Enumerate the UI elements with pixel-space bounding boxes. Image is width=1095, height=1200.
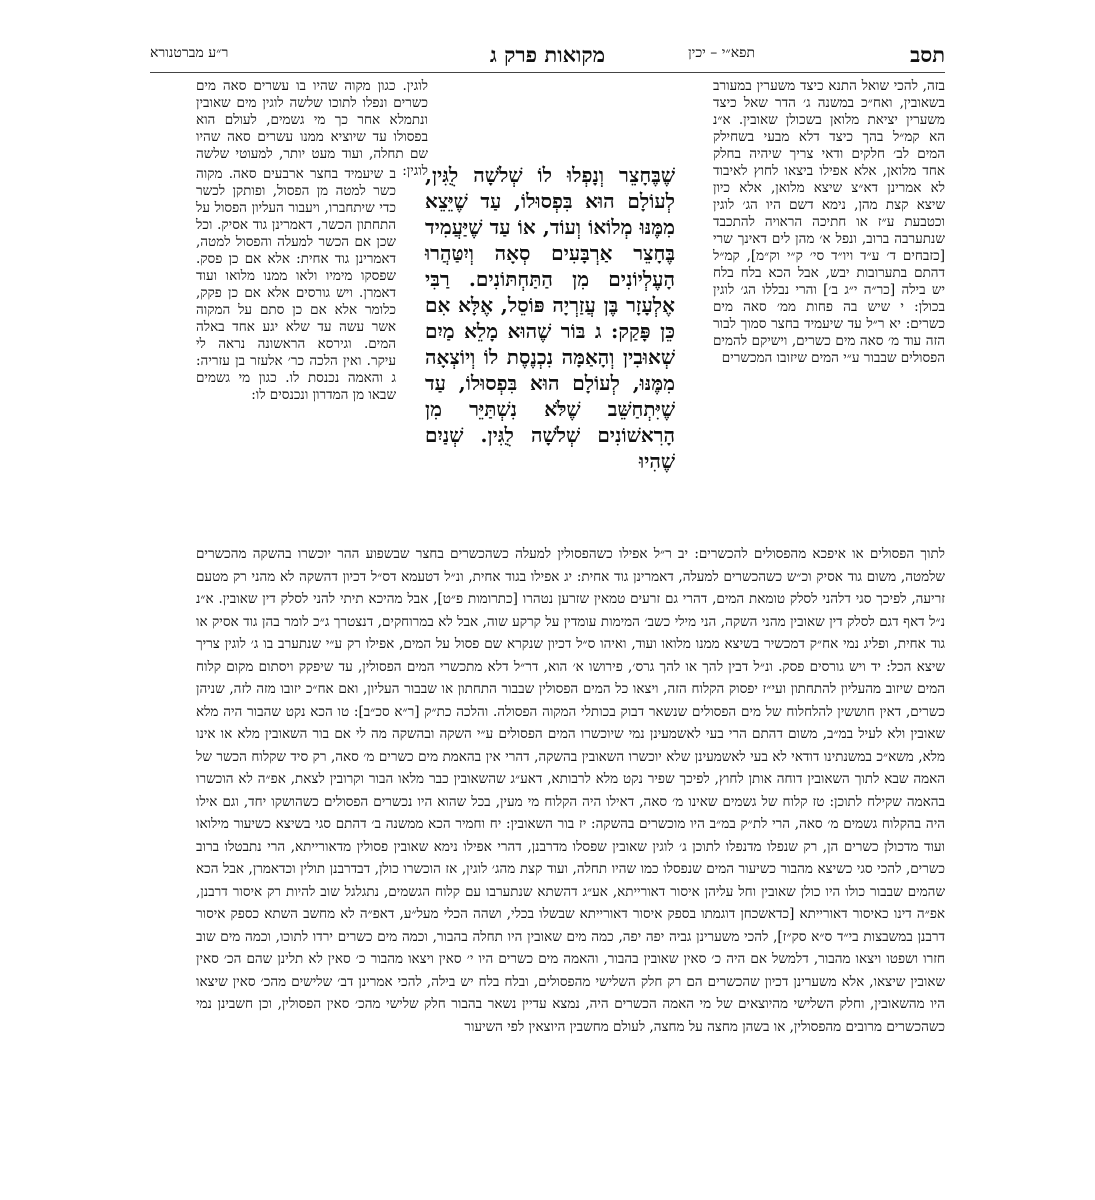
- bartenura-label: ר״ע מברטנורא: [150, 45, 229, 61]
- bartenura-commentary-top: לוגין. כגון מקוה שהיו בו עשרים סאה מים כשרים ונפלו לתוכו שלשה לוגין מים שאובין ונתמלא אחר כך מי גשמים, לעולם הוא בפסולו עד שיוציא ממנו עשרים סאה שהיו שם תחלה, ועוד מעט יותר, למעוטי שלשה לוגין:: [196, 78, 428, 179]
- tiferet-label: תפא״י – יכין: [688, 45, 755, 61]
- mishnah-text: שֶׁבֶּחָצֵר וְנָפְלוּ לוֹ שְׁלֹשָׁה לֻגִּין, לְעוֹלָם הוּא בִּפְסוּלוֹ, עַד שֶׁיֵּצֵא מִמֶּנּוּ מְלוֹאוֹ וְעוֹד, אוֹ עַד שֶׁיַּעֲמִיד בֶּחָצֵר אַרְבָּעִים סְאָה וְיִטַּהֲרוּ הָעֶלְיוֹנִים מִן הַתַּחְתּוֹנִים. רַבִּי אֶלְעָזָר בֶּן עֲזַרְיָה פּוֹסֵל, אֶלָּא אִם כֵּן פָּקַק: ג בּוֹר שֶׁהוּא מָלֵא מַיִם שְׁאוּבִין וְהָאַמָּה נִכְנֶסֶת לוֹ וְיוֹצְאָה מִמֶּנּוּ, לְעוֹלָם הוּא בִּפְסוּלוֹ, עַד שֶׁיִּתְחַשֵּׁב שֶׁלֹּא נִשְׁתַּיֵּר מִן הָרִאשׁוֹנִים שְׁלֹשָׁה לֻגִּין. שְׁנַיִם שֶׁהִיוּ: [425, 163, 675, 473]
- page-number: תסב: [910, 42, 945, 67]
- tiferet-commentary-bottom: לתוך הפסולים או איפכא מהפסולים להכשרים: יב ר״ל אפילו כשהפסולין למעלה כשהכשרים בחצר שבשפוע ההר יוכשרו בהשקה מהכשרים שלמטה, משום גוד אסיק וכ״ש כשהכשרים למעלה, דאמרינן גוד אחית: יג אפילו בגוד אחית, ונ״ל דטעמא דס״ל דכיון דהשקה לא מהני רק מטעם זריעה, לפיכך סגי דלהני לסלק טומאת המים, דהרי גם זרעים טמאין שזרען נטהרו [כתרומות פ״ט], אבל מהיכא תיתי להני לסלק דין שאובין. א״נ נ״ל דאף דגם לסלק דין שאובין מהני השקה, הני מילי כשב׳ המימות עומדין על קרקע שוה, אבל לא במרוחקים, דנצטרך ג״כ לומר בהן גוד אסיק או גוד אחית, ופליג נמי אח״ק דמכשיר בשיצא ממנו מלואו ועוד, ואיהו ס״ל דכיון שנקרא שם פסול על המים, אפילו רק ע״י שנתערב בו ג׳ לוגין צריך שיצא הכל: יד ויש גורסים פסק. ונ״ל דבין להך או להך גרס׳, פירושו א׳ הוא, דר״ל דלא מתכשרי המים הפסולין, עד שיפקק ויסתום מקום קלוח המים שיזוב מהעליון להתחתון ועי״ז יפסוק הקלוח הזה, ויצאו כל המים הפסולין שבבור התחתון או שבבור העליון, ואם אח״כ יזובו מזה לזה, שניהן כשרים, דאין חוששין להלחלוח של מים הפסולים שנשאר דבוק בכותלי המקוה הפסולה. והלכה כת״ק [ר״א סכ״ב]: טו הכא נקט שהבור היה מלא שאובין ולא לעיל במ״ב, משום דהתם הרי בעי לאשמעינן נמי שיוכשרו המים הפסולים ע״י השקה ובהשקה מה לי אם בור השאובין מלא או אינו מלא, משא״כ במשנתינו דודאי לא בעי לאשמעינן שלא יוכשרו השאובין בהשקה, דהרי אין בהאמת מים כשרים מ׳ סאה, רק סיד שקלוח הכשר של האמה שבא לתוך השאובין דוחה אותן לחוץ, לפיכך שפיר נקט מלא לרבותא, דאע״ג שהשאובין כבר מלאו הבור וקרובין לצאת, אפ״ה לא הוכשרו בהאמה שקילח לתוכן: טז קלוח של גשמים שאינו מ׳ סאה, דאילו היה הקלוח מי מעין, בכל שהוא היו נכשרים הפסולים כשהושקו יחד, וגם אילו היה בהקלוח גשמים מ׳ סאה, הרי לת״ק במ״ב היו מוכשרים בהשקה: יז בור השאובין: יח וחמיר הכא ממשנה ב׳ דהתם סגי בשיצא כשיעור מילואו ועוד מדכולן כשרים הן, רק שנפלו מדנפלו לתוכן ג׳ לוגין שאובין שפסלו מדרבנן, דהרי אפילו נימא שאובין פסולין מדאורייתא, הרי נתבטלו ברוב כשרים, להכי סגי כשיצא מהבור כשיעור המים שנפסלו כמו שהיו תחלה, ועוד קצת מהג׳ לוגין, אז הוכשרו כולן, דבדרבנן תולין וכדאמרן, אבל הכא שהמים שבבור כולו היו כולן שאובין וחל עליהן איסור דאורייתא, אע״ג דהשתא שנתערבו עם קלוח הגשמים, נתגלגל שוב להיות רק איסור דרבנן, אפ״ה דינו כאיסור דאורייתא [כדאשכחן דוגמתו בספק איסור דאורייתא שבשלו בכלי, ושהה הכלי מעל״ע, דאפ״ה לא מחשב השתא כספק איסור דרבנן במשבצות בי״ד ס״א סק״ז], להכי משערינן גביה יפה יפה, כמה מים שאובין היו תחלה בהבור, וכמה מים כשרים ירדו לתוכו, וכמה מים שוב חזרו ושפטו ויצאו מהבור, דלמשל אם היה כ׳ סאין שאובין בהבור, והאמה מים כשרים היו י׳ סאין ויצאו מהבור כ׳ סאין לא תלינן שהם הכ׳ סאין שאובין שיצאו, אלא משערינן דכיון שהכשרים הם רק חלק השלישי מהפסולים, ובלח בלח יש בילה, להכי אמרינן דב׳ שלישים מהכ׳ סאין שיצאו היו מהשאובין, וחלק השלישי מהיוצאים של מי האמה הכשרים היה, נמצא עדיין נשאר בהבור חלק שלישי מהכ׳ סאין הפסולין, וכן חשבינן נמי כשהכשרים מרובים מהפסולין, או בשהן מחצה על מחצה, לעולם מחשבין היוצאין לפי השיעור: [196, 546, 945, 1035]
- page-header: [150, 36, 945, 73]
- tiferet-commentary: בזה, להכי שואל התנא כיצד משערין במעורב בשאובין, ואח״כ במשנה ג׳ הדר שאל כיצד משערין יציאת מלואן בשכולן שאובין. א״נ הא קמ״ל בהך כיצד דלא מבעי בשחילק המים לב׳ חלקים ודאי צריך שיהיה בחלק אחד מלואן, אלא אפילו ביצאו לחוץ לאיבוד לא אמרינן דא״צ שיצא מלואן, אלא כיון שיצא קצת מהן, נימא דשם היו הג׳ לוגין וכטבעת ע״ז או חתיכה הראויה להתכבד שנתערבה ברוב, ונפל א׳ מהן לים דאינך שרי [כזבחים ד׳ ע״ד ויו״ד סי׳ ק״י וק״מ], קמ״ל דהתם בתערובות יבש, אבל הכא בלח בלח יש בילה [כר״ה י״ג ב׳] והרי נבללו הג׳ לוגין בכולן: י שיש בה פחות ממ׳ סאה מים כשרים: יא ר״ל עד שיעמיד בחצר סמוך לבור הזה עוד מ׳ סאה מים כשרים, וישיקם להמים הפסולים שבבור ע״י המים שיזובו המכשרים: [713, 78, 945, 366]
- bartenura-commentary-side: ב שיעמיד בחצר ארבעים סאה. מקוה כשר למטה מן הפסול, ופותקן לכשר כדי שיתחברו, ויעבור העליון הפסול על התחתון הכשר, דאמרינן גוד אסיק. וכל שכן אם הכשר למעלה והפסול למטה, דאמרינן גוד אחית: אלא אם כן פסק. שפסקו מימיו ולאו ממנו מלואו ועוד דאמרן. ויש גורסים אלא אם כן פקק, כלומר אלא אם כן סתם על המקוה אשר עשה עד שלא יגע אחד באלה המים. וגירסא הראשונה נראה לי עיקר. ואין הלכה כר׳ אלעזר בן עזריה: ג והאמה נכנסת לו. כגון מי גשמים שבאו מן המדרון ונכנסים לו:: [196, 166, 396, 403]
- chapter-title: מקואות פרק ג: [489, 42, 606, 67]
